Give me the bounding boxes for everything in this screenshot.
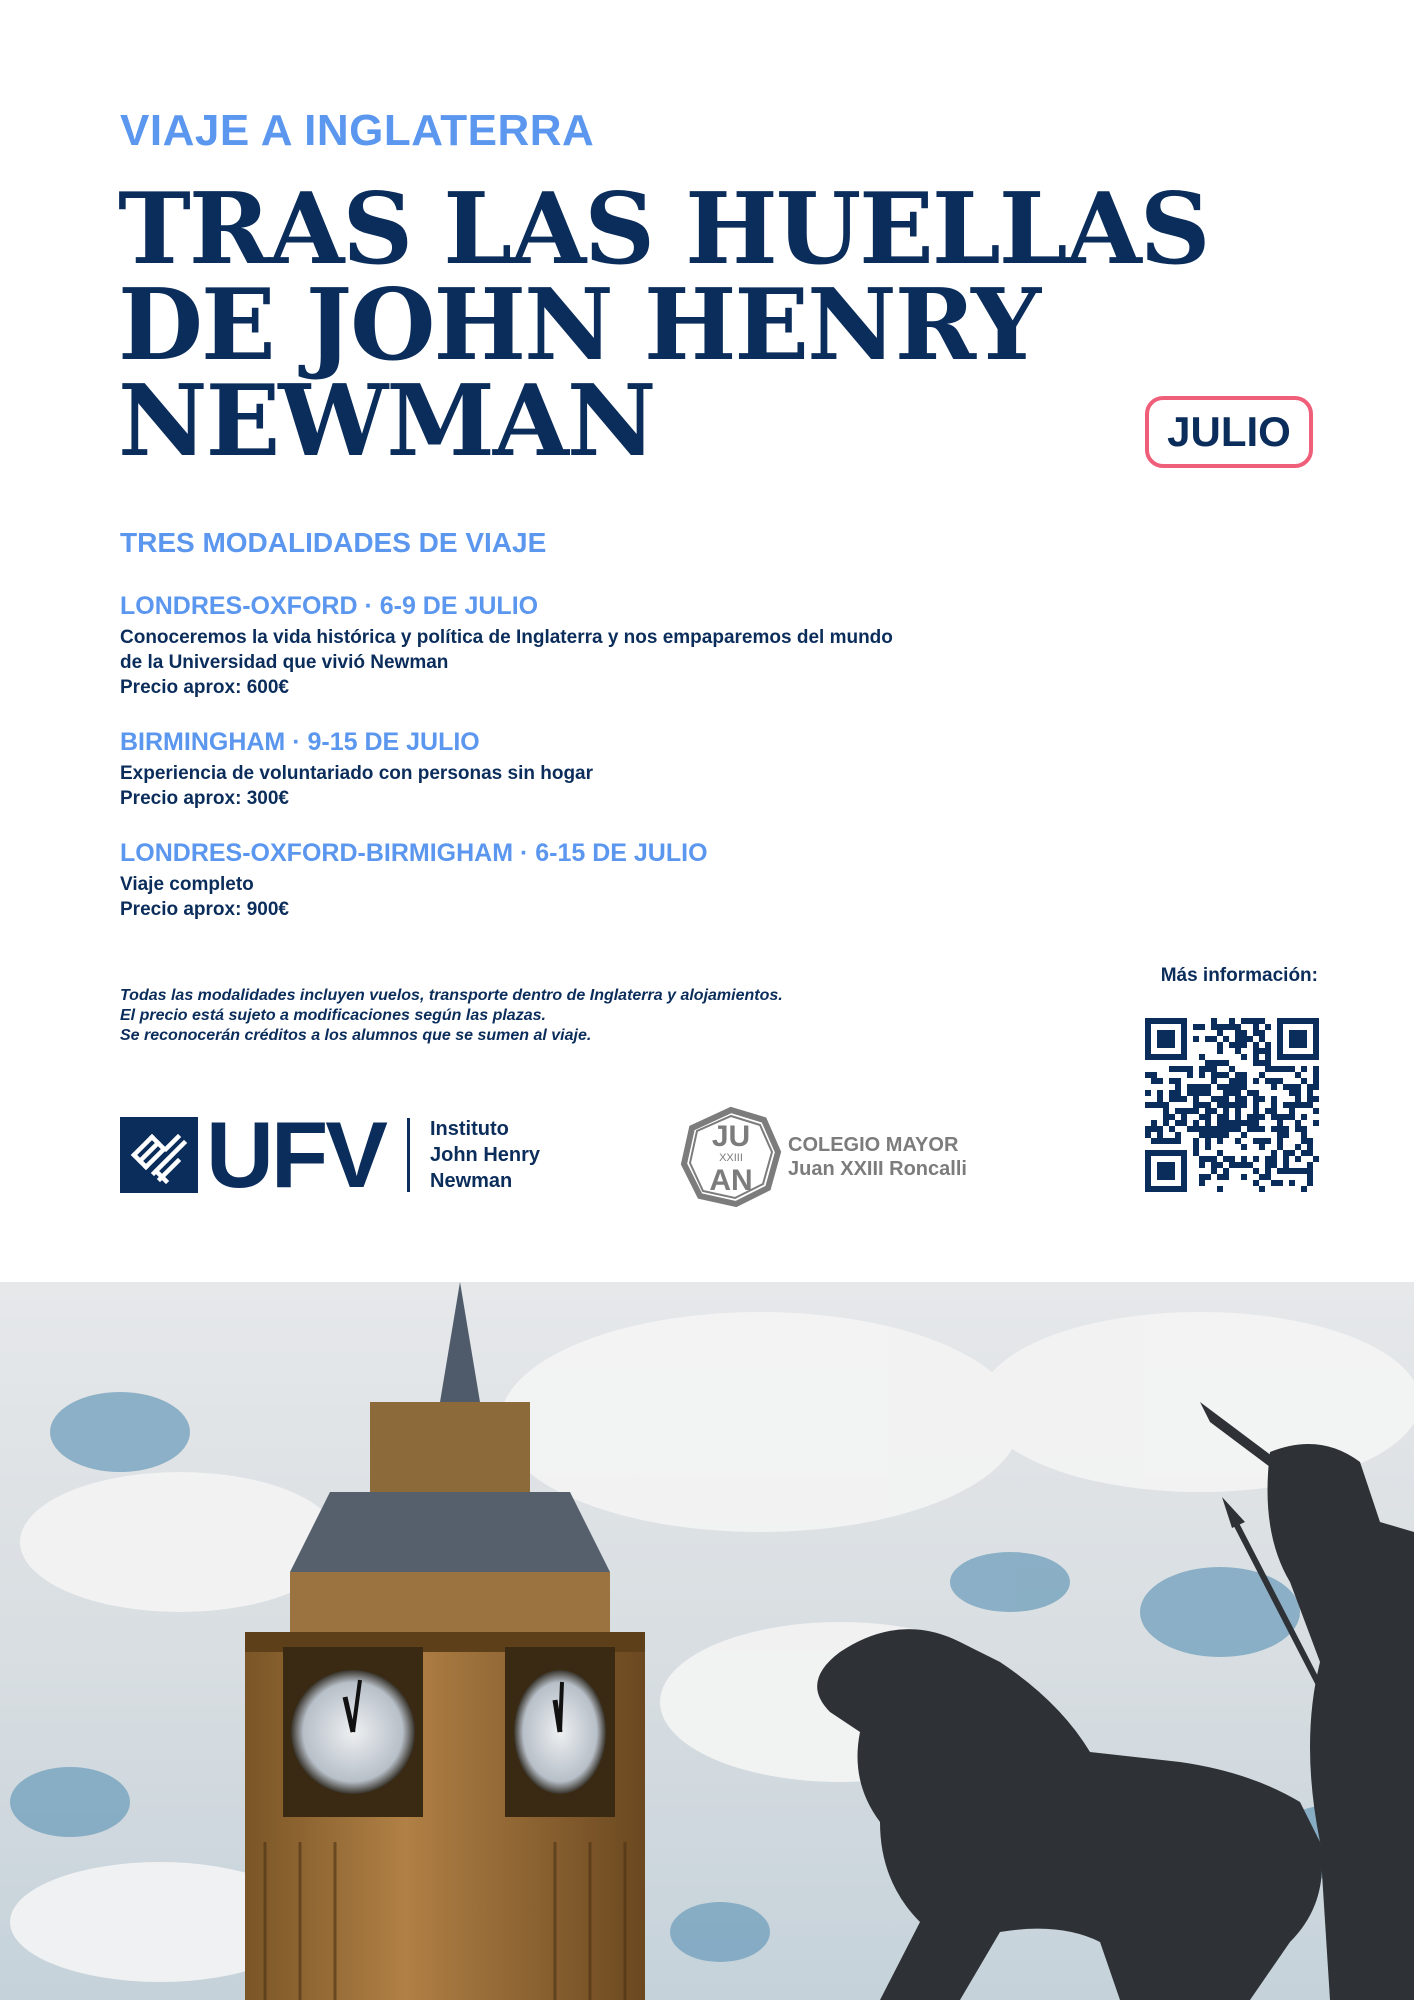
modality-item — [120, 592, 1040, 700]
institute-line: John Henry — [430, 1144, 541, 1166]
more-info-label: Más información: — [1160, 965, 1318, 986]
modality-price: Precio aprox: 600€ — [120, 677, 289, 698]
title-line: NEWMAN — [118, 364, 655, 479]
title-line: TRAS LAS HUELLAS — [118, 172, 1209, 287]
seal-bottom-letters: AN — [709, 1164, 753, 1197]
kicker: VIAJE A INGLATERRA — [120, 106, 595, 155]
seal-middle-letters: XXIII — [719, 1152, 743, 1164]
modality-line: Experiencia de voluntariado con personas sin hogar — [120, 763, 594, 784]
modality-line: Viaje completo — [120, 874, 254, 895]
seal-top-letters: JU — [711, 1120, 751, 1153]
notes — [120, 986, 1020, 1046]
modality-line: de la Universidad que vivió Newman — [120, 652, 449, 673]
modality-line: Conoceremos la vida histórica y política de Inglaterra y nos empaparemos del mundo — [120, 627, 893, 648]
modality-price: Precio aprox: 900€ — [120, 899, 289, 920]
colegio-seal-icon — [680, 1106, 782, 1208]
modality-heading: LONDRES-OXFORD · 6-9 DE JULIO — [120, 592, 539, 620]
modality-heading: BIRMINGHAM · 9-15 DE JULIO — [120, 728, 480, 756]
page-title — [118, 172, 1209, 479]
note-line: Todas las modalidades incluyen vuelos, transporte dentro de Inglaterra y alojamientos. — [120, 987, 783, 1004]
logo-divider — [407, 1118, 410, 1192]
note-line: El precio está sujeto a modificaciones según las plazas. — [120, 1007, 546, 1024]
modality-item — [120, 839, 1040, 922]
note-line: Se reconocerán créditos a los alumnos que se sumen al viaje. — [120, 1027, 592, 1044]
big-ben-photo — [0, 1282, 1414, 2000]
title-line: DE JOHN HENRY — [118, 268, 1040, 383]
colegio-logo — [680, 1106, 967, 1208]
colegio-line: COLEGIO MAYOR — [788, 1134, 959, 1156]
modality-price: Precio aprox: 300€ — [120, 788, 289, 809]
ufv-emblem-icon — [120, 1117, 198, 1193]
colegio-name — [788, 1133, 967, 1181]
month-badge: JULIO — [1145, 396, 1313, 468]
institute-line: Newman — [430, 1170, 513, 1192]
section-title: TRES MODALIDADES DE VIAJE — [120, 527, 547, 558]
modality-item — [120, 728, 1040, 811]
ufv-logo — [120, 1102, 541, 1207]
modality-heading: LONDRES-OXFORD-BIRMIGHAM · 6-15 DE JULIO — [120, 839, 708, 867]
qr-code-icon[interactable] — [1145, 1018, 1319, 1192]
institute-name — [430, 1116, 540, 1194]
institute-line: Instituto — [430, 1118, 509, 1140]
colegio-line: Juan XXIII Roncalli — [788, 1158, 967, 1180]
ufv-wordmark: UFV — [206, 1102, 385, 1207]
